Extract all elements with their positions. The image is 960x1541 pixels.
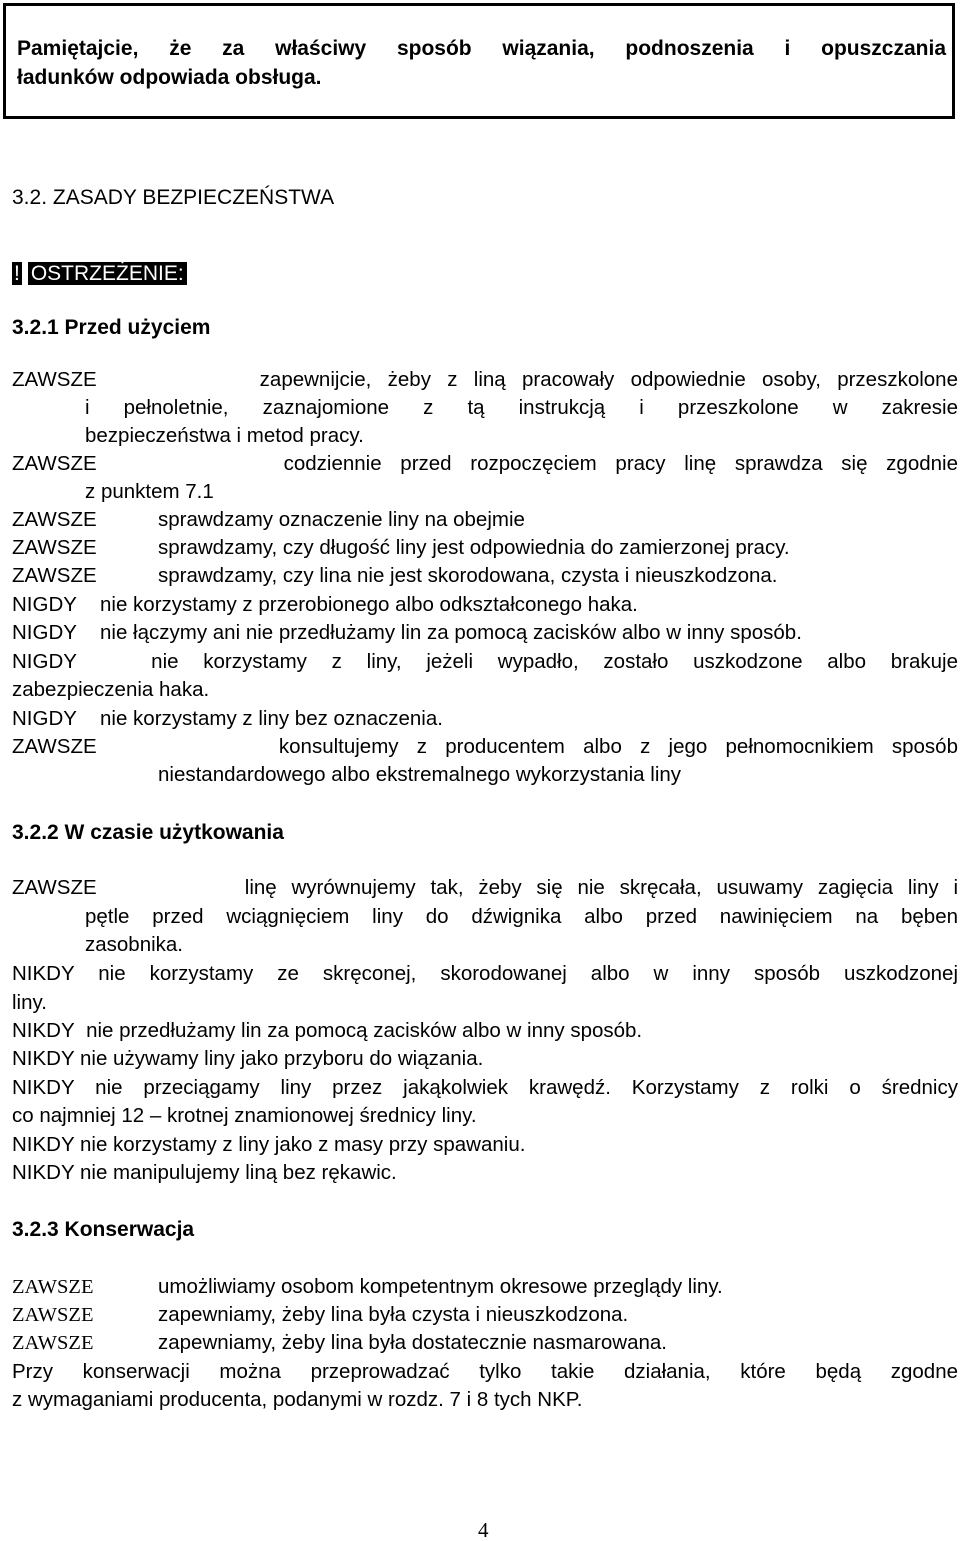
rule-text: nie korzystamy z liny jako z masy przy spawaniu. <box>79 1133 526 1156</box>
rule-always-1-end: bezpieczeństwa i metod pracy. <box>85 424 364 447</box>
rule-always-9 <box>12 1303 628 1327</box>
rule-text: sprawdzamy, czy długość liny jest odpowiednia do zamierzonej pracy. <box>158 536 790 559</box>
keyword-always: ZAWSZE <box>12 368 97 391</box>
keyword-always: ZAWSZE <box>12 876 97 899</box>
rule-text: konsultujemy z producentem albo z jego pełnomocnikiem sposób <box>278 735 958 758</box>
rule-text: zapewnijcie, żeby z liną pracowały odpowiednie osoby, przeszkolone <box>259 368 958 391</box>
rule-always-7-end: zasobnika. <box>85 933 184 956</box>
rule-text: umożliwiamy osobom kompetentnym okresowe przeglądy liny. <box>158 1275 723 1298</box>
keyword-never: NIKDY <box>12 1161 75 1184</box>
rule-always-6 <box>12 735 958 759</box>
rule-always-1 <box>12 368 958 392</box>
rule-never-1 <box>12 593 638 617</box>
rule-never-2 <box>12 621 802 645</box>
rule-never-5 <box>12 962 958 986</box>
rule-always-8 <box>12 1275 723 1299</box>
rule-text: nie przeciągamy liny przez jakąkolwiek krawędź. Korzystamy z rolki o średnicy <box>95 1076 958 1099</box>
keyword-always: ZAWSZE <box>12 508 97 531</box>
rule-text: linę wyrównujemy tak, żeby się nie skręcała, usuwamy zagięcia liny i <box>244 876 958 899</box>
rule-always-6-cont: niestandardowego albo ekstremalnego wykorzystania liny <box>158 763 682 786</box>
rule-always-1-cont: i pełnoletnie, zaznajomione z tą instrukcją i przeszkolone w zakresie <box>85 396 958 419</box>
subsection-3-2-3-title: 3.2.3 Konserwacja <box>12 1218 195 1241</box>
keyword-never: NIKDY <box>12 1019 75 1042</box>
keyword-always: ZAWSZE <box>12 735 97 758</box>
keyword-always: ZAWSZE <box>12 564 97 587</box>
rule-text: zapewniamy, żeby lina była dostatecznie nasmarowana. <box>158 1331 667 1354</box>
rule-never-4 <box>12 707 443 731</box>
rule-always-7 <box>12 876 958 900</box>
rule-always-2-cont: z punktem 7.1 <box>85 480 214 503</box>
rule-never-3 <box>12 650 958 674</box>
notice-line-1: Pamiętajcie, że za właściwy sposób wiązania, podnoszenia i opuszczania <box>17 37 946 60</box>
keyword-never: NIKDY <box>12 1047 75 1070</box>
rule-text: nie korzystamy ze skręconej, skorodowanej albo w inny sposób uszkodzonej <box>98 962 959 985</box>
keyword-always: ZAWSZE <box>12 536 97 559</box>
keyword-always: ZAWSZE <box>12 1304 94 1326</box>
rule-never-8-cont: co najmniej 12 – krotnej znamionowej średnicy liny. <box>12 1104 477 1127</box>
responsibility-notice-box <box>3 3 955 119</box>
rule-never-5-cont: liny. <box>12 991 47 1014</box>
rule-never-10 <box>12 1161 397 1185</box>
rule-always-7-cont: pętle przed wciągnięciem liny do dźwignika albo przed nawinięciem na bęben <box>85 905 958 928</box>
subsection-3-2-1-title: 3.2.1 Przed użyciem <box>12 316 211 339</box>
rule-always-5 <box>12 564 777 588</box>
rule-never-6 <box>12 1019 642 1043</box>
rule-text: zapewniamy, żeby lina była czysta i nieuszkodzona. <box>158 1303 629 1326</box>
keyword-always: ZAWSZE <box>12 452 97 475</box>
rule-text: nie korzystamy z liny bez oznaczenia. <box>100 707 443 730</box>
keyword-never: NIGDY <box>12 707 77 730</box>
warning-label: OSTRZEŻENIE: <box>28 262 187 285</box>
rule-text: nie przedłużamy lin za pomocą zacisków albo w inny sposób. <box>86 1019 643 1042</box>
rule-text: nie używamy liny jako przyboru do wiązania. <box>79 1047 484 1070</box>
rule-text: nie łączymy ani nie przedłużamy lin za pomocą zacisków albo w inny sposób. <box>100 621 802 644</box>
keyword-never: NIGDY <box>12 621 77 644</box>
warning-heading <box>12 262 187 286</box>
rule-always-3 <box>12 508 525 532</box>
rule-text: nie manipulujemy liną bez rękawic. <box>79 1161 397 1184</box>
keyword-never: NIGDY <box>12 593 77 616</box>
rule-always-10 <box>12 1331 667 1355</box>
rule-never-9 <box>12 1133 525 1157</box>
rule-never-8 <box>12 1076 958 1100</box>
rule-always-4 <box>12 536 790 560</box>
keyword-never: NIKDY <box>12 1133 75 1156</box>
rule-text: sprawdzamy, czy lina nie jest skorodowana, czysta i nieuszkodzona. <box>158 564 778 587</box>
rule-text: sprawdzamy oznaczenie liny na obejmie <box>158 508 525 531</box>
maintenance-paragraph-cont: z wymaganiami producenta, podanymi w rozdz. 7 i 8 tych NKP. <box>12 1388 583 1411</box>
keyword-never: NIGDY <box>12 650 77 673</box>
keyword-always: ZAWSZE <box>12 1276 94 1298</box>
notice-line-2: ładunków odpowiada obsługa. <box>17 66 322 89</box>
rule-text: nie korzystamy z liny, jeżeli wypadło, zostało uszkodzone albo brakuje <box>151 650 959 673</box>
rule-never-3-cont: zabezpieczenia haka. <box>12 678 210 701</box>
warning-mark-icon: ! <box>14 262 20 285</box>
subsection-3-2-2-title: 3.2.2 W czasie użytkowania <box>12 821 284 844</box>
keyword-always: ZAWSZE <box>12 1332 94 1354</box>
rule-text: codziennie przed rozpoczęciem pracy linę sprawdza się zgodnie <box>283 452 958 475</box>
page-number: 4 <box>478 1518 489 1541</box>
rule-never-7 <box>12 1047 483 1071</box>
rule-always-2 <box>12 452 958 476</box>
keyword-never: NIKDY <box>12 1076 75 1099</box>
rule-text: nie korzystamy z przerobionego albo odkształconego haka. <box>100 593 638 616</box>
section-title: 3.2. ZASADY BEZPIECZEŃSTWA <box>12 186 335 209</box>
keyword-never: NIKDY <box>12 962 75 985</box>
maintenance-paragraph: Przy konserwacji można przeprowadzać tylko takie działania, które będą zgodne <box>12 1360 958 1383</box>
